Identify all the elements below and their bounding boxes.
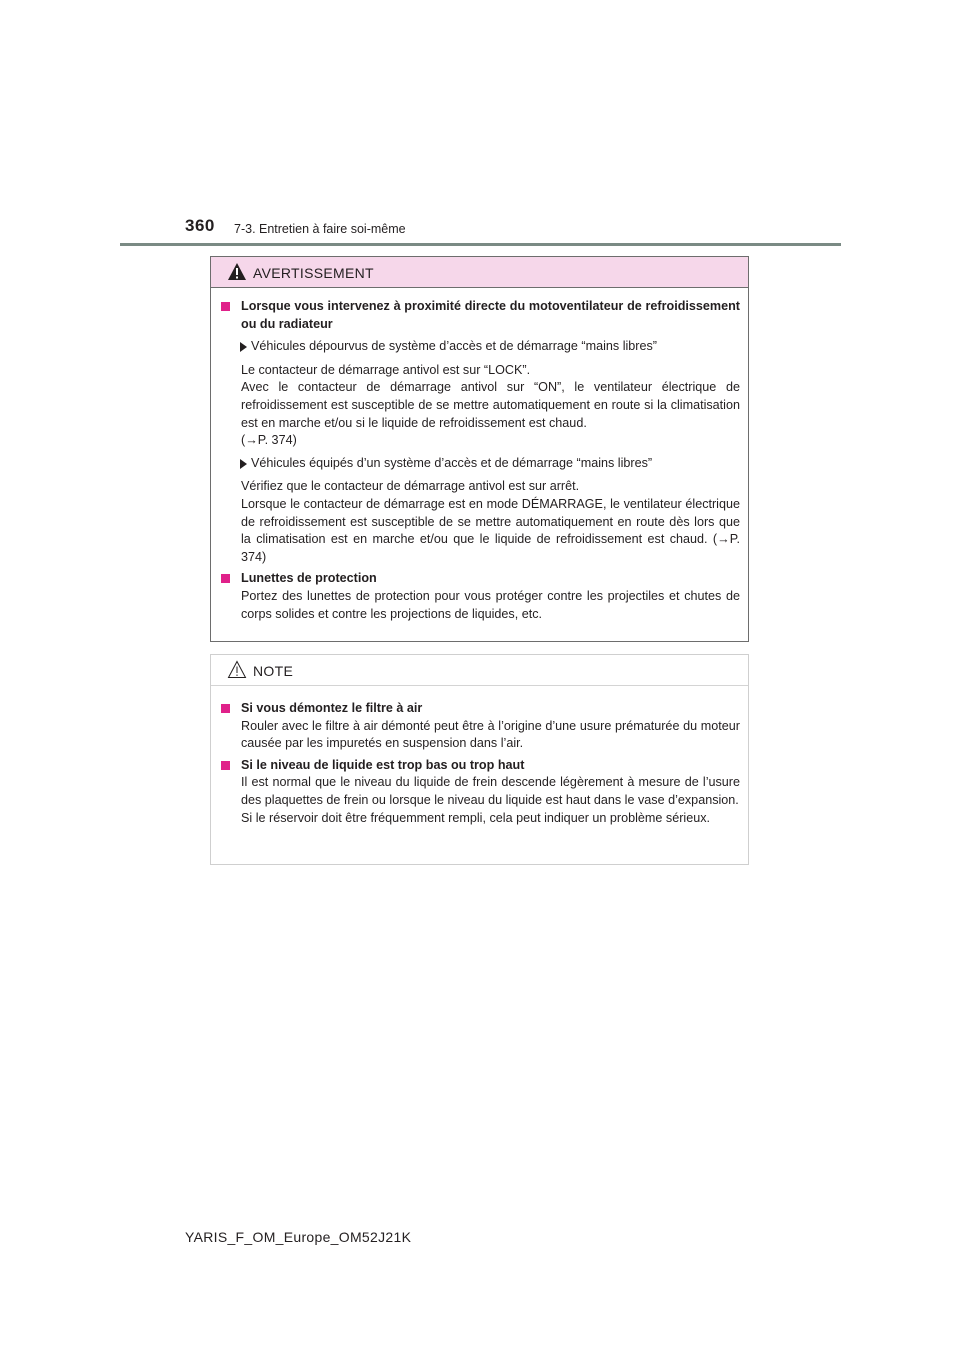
- text-line: Vérifiez que le contacteur de démarrage antivol est sur arrêt.: [241, 479, 580, 494]
- square-bullet-icon: [221, 704, 230, 713]
- square-bullet-icon: [221, 302, 230, 311]
- text-line: Portez des lunettes de protection pour vous protéger contre les projectiles et chutes de corps solides et contre les projections de liquides, etc.: [241, 588, 740, 621]
- text-line: Si le réservoir doit être fréquemment rempli, cela peut indiquer un problème sérieux.: [241, 810, 710, 825]
- warning-header: [211, 257, 748, 288]
- warning-item-text: [217, 478, 740, 566]
- item-title-text: Lunettes de protection: [241, 571, 377, 586]
- item-title-text: Si le niveau de liquide est trop bas ou trop haut: [241, 757, 525, 772]
- section-title: 7-3. Entretien à faire soi-même: [234, 222, 406, 236]
- text-line: Avec le contacteur de démarrage antivol sur “ON”, le ventilateur électrique de refroidissement est susceptible de se mettre automatiquement en route si la climatisation est en marche et/ou si le liquide de refroidissement est chaud.: [241, 380, 740, 430]
- note-header: [211, 655, 748, 686]
- item-title-text: Lorsque vous intervenez à proximité directe du motoventilateur de refroidissement ou du radiateur: [241, 299, 740, 331]
- note-body: [211, 686, 748, 827]
- triangle-arrow-icon: [240, 342, 247, 352]
- warning-item-text: [217, 588, 740, 623]
- text-line: Le contacteur de démarrage antivol est sur “LOCK”.: [241, 362, 531, 377]
- warning-item-text: [217, 362, 740, 450]
- header-rule: [120, 243, 841, 246]
- square-bullet-icon: [221, 574, 230, 583]
- warning-box: [210, 256, 749, 642]
- page-reference: (→P. 374): [241, 433, 297, 448]
- note-item-text: [217, 774, 740, 827]
- vehicle-condition-text: Véhicules équipés d’un système d’accès et de démarrage “mains libres”: [251, 455, 653, 470]
- square-bullet-icon: [221, 761, 230, 770]
- text-line: Lorsque le contacteur de démarrage est en mode DÉMARRAGE, le ventilateur électrique de refroidissement est susceptible de se mettre automatiquement en route dès lors que la climatisation est en marche et/ou que le liquide de refroidissement est chaud. (→P. 374): [241, 496, 740, 564]
- document-code: YARIS_F_OM_Europe_OM52J21K: [185, 1229, 412, 1245]
- vehicle-condition: [217, 455, 740, 473]
- warning-label: AVERTISSEMENT: [253, 265, 374, 281]
- warning-body: [211, 288, 748, 623]
- note-item-title: [217, 757, 740, 775]
- text-line: Rouler avec le filtre à air démonté peut être à l’origine d’une usure prématurée du moteur causée par les impuretés en suspension dans l’air.: [241, 718, 740, 751]
- warning-triangle-icon: [227, 262, 247, 281]
- note-item-text: [217, 718, 740, 753]
- vehicle-condition: [217, 338, 740, 356]
- note-label: NOTE: [253, 663, 294, 679]
- warning-item-title: [217, 570, 740, 588]
- triangle-arrow-icon: [240, 459, 247, 469]
- page-number: 360: [185, 216, 215, 235]
- item-title-text: Si vous démontez le filtre à air: [241, 701, 423, 715]
- vehicle-condition-text: Véhicules dépourvus de système d’accès et de démarrage “mains libres”: [251, 339, 657, 354]
- warning-item-title: [217, 298, 740, 333]
- note-box: [210, 654, 749, 865]
- note-item-title: [217, 700, 740, 718]
- caution-triangle-icon: [227, 660, 247, 679]
- text-line: Il est normal que le niveau du liquide de frein descende légèrement à mesure de l’usure des plaquettes de frein ou lorsque le niveau du liquide est haut dans le vase d’expansion.: [241, 775, 740, 807]
